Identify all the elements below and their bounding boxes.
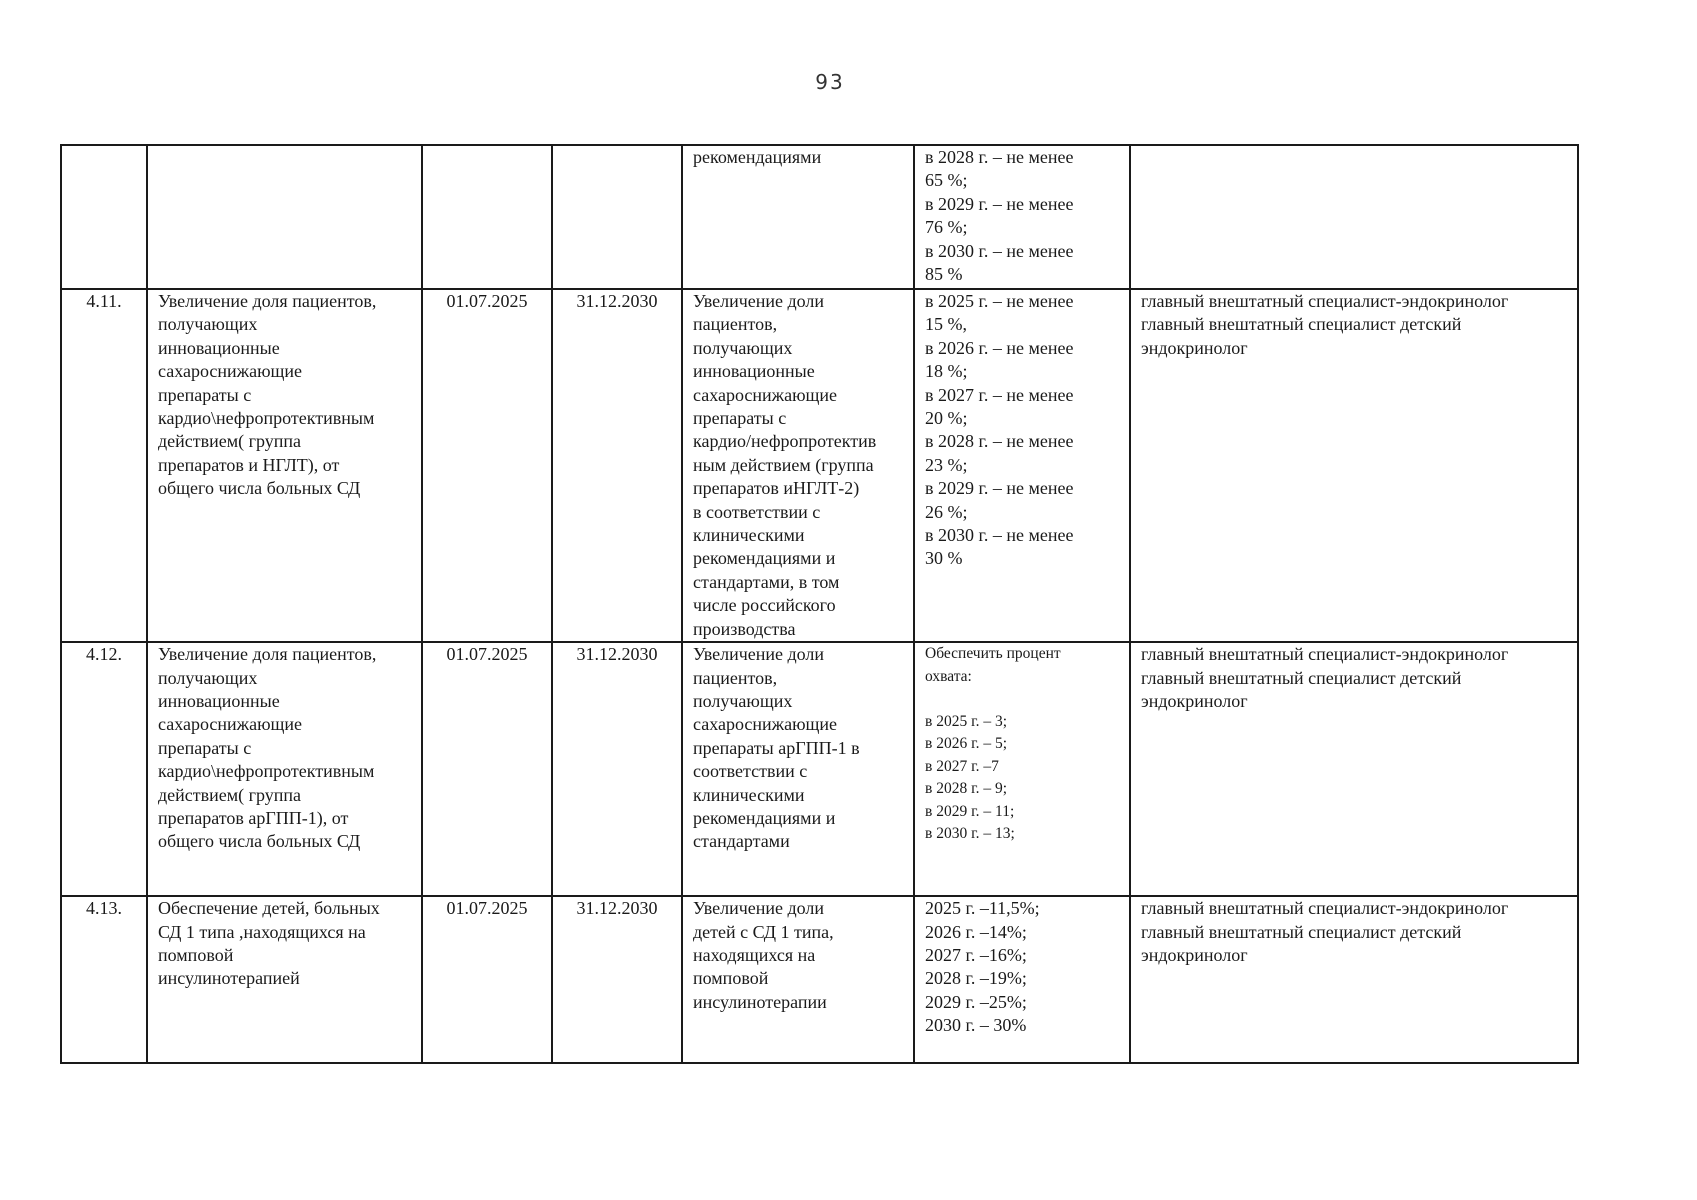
item-number-cell: 4.12.	[61, 642, 147, 896]
item-number-cell	[61, 145, 147, 289]
action-plan-table	[60, 144, 1579, 1064]
responsible-cell: главный внештатный специалист-эндокринолог главный внештатный специалист детский эндокринолог	[1130, 896, 1578, 1063]
indicator-cell: Обеспечить процент охвата: в 2025 г. – 3; в 2026 г. – 5; в 2027 г. –7 в 2028 г. – 9; в 2029 г. – 11; в 2030 г. – 13;	[914, 642, 1130, 896]
event-cell: Увеличение доля пациентов, получающих инновационные сахароснижающие препараты с кардио\нефропротективным действием( группа препаратов и НГЛТ), от общего числа больных СД	[147, 289, 422, 642]
table-row	[61, 289, 1578, 642]
indicator-cell: 2025 г. –11,5%; 2026 г. –14%; 2027 г. –16%; 2028 г. –19%; 2029 г. –25%; 2030 г. – 30%	[914, 896, 1130, 1063]
end-date-cell: 31.12.2030	[552, 642, 682, 896]
responsible-cell: главный внештатный специалист-эндокринолог главный внештатный специалист детский эндокринолог	[1130, 289, 1578, 642]
table-row	[61, 145, 1578, 289]
result-cell: рекомендациями	[682, 145, 914, 289]
end-date-cell: 31.12.2030	[552, 896, 682, 1063]
event-cell	[147, 145, 422, 289]
indicator-cell: в 2028 г. – не менее 65 %; в 2029 г. – не менее 76 %; в 2030 г. – не менее 85 %	[914, 145, 1130, 289]
start-date-cell: 01.07.2025	[422, 289, 552, 642]
table-row	[61, 642, 1578, 896]
result-cell: Увеличение доли пациентов, получающих сахароснижающие препараты арГПП-1 в соответствии с клиническими рекомендациями и стандартами	[682, 642, 914, 896]
end-date-cell: 31.12.2030	[552, 289, 682, 642]
page-number: 93	[815, 70, 845, 94]
item-number-cell: 4.13.	[61, 896, 147, 1063]
responsible-cell	[1130, 145, 1578, 289]
result-cell: Увеличение доли детей с СД 1 типа, находящихся на помповой инсулинотерапии	[682, 896, 914, 1063]
indicator-cell: в 2025 г. – не менее 15 %, в 2026 г. – не менее 18 %; в 2027 г. – не менее 20 %; в 2028 г. – не менее 23 %; в 2029 г. – не менее 26 %; в 2030 г. – не менее 30 %	[914, 289, 1130, 642]
end-date-cell	[552, 145, 682, 289]
start-date-cell: 01.07.2025	[422, 642, 552, 896]
start-date-cell: 01.07.2025	[422, 896, 552, 1063]
start-date-cell	[422, 145, 552, 289]
result-cell: Увеличение доли пациентов, получающих инновационные сахароснижающие препараты с кардио/нефропротектив ным действием (группа препаратов иНГЛТ-2) в соответствии с клиническими рекомендациями и стандартами, в том числе российского производства	[682, 289, 914, 642]
event-cell: Увеличение доля пациентов, получающих инновационные сахароснижающие препараты с кардио\нефропротективным действием( группа препаратов арГПП-1), от общего числа больных СД	[147, 642, 422, 896]
table-row	[61, 896, 1578, 1063]
responsible-cell: главный внештатный специалист-эндокринолог главный внештатный специалист детский эндокринолог	[1130, 642, 1578, 896]
event-cell: Обеспечение детей, больных СД 1 типа ,находящихся на помповой инсулинотерапией	[147, 896, 422, 1063]
item-number-cell: 4.11.	[61, 289, 147, 642]
